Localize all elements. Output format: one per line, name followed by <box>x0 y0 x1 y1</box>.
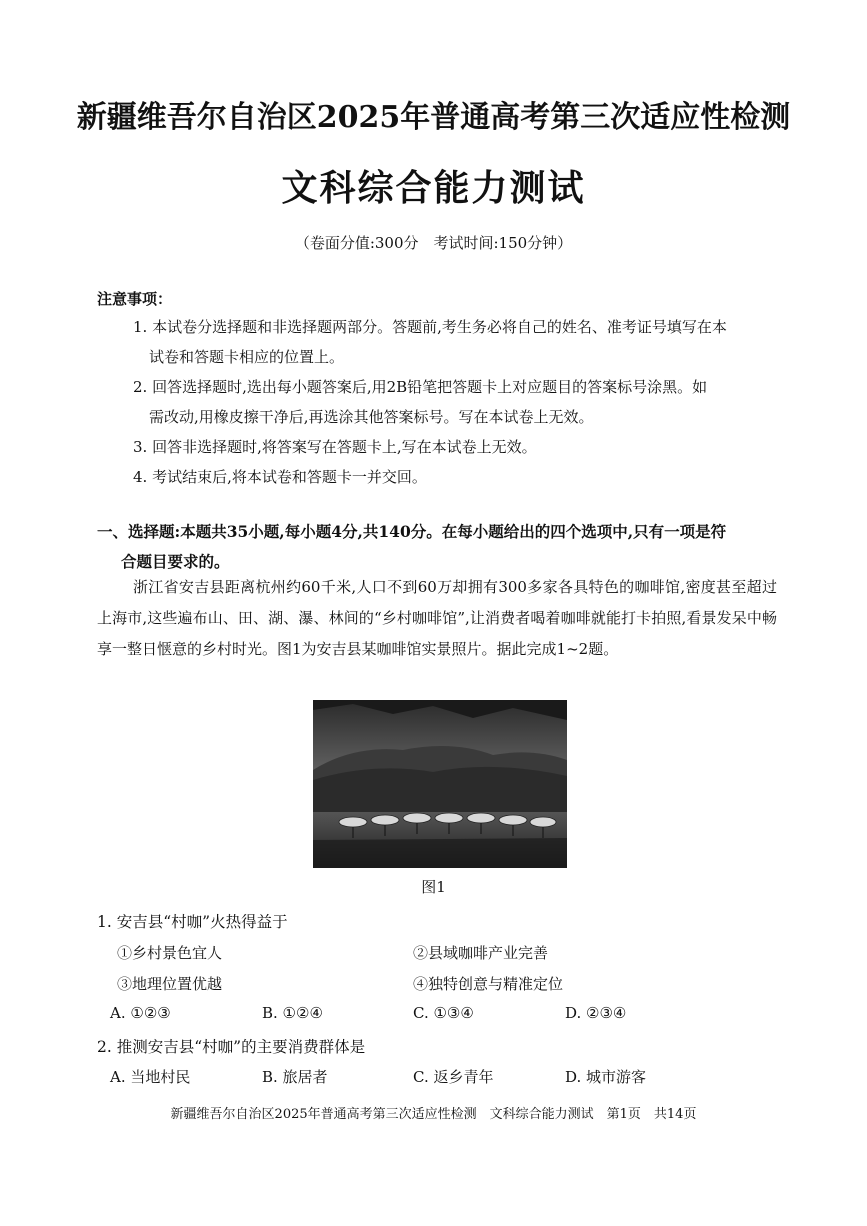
reading-passage: 浙江省安吉县距离杭州约60千米,人口不到60万却拥有300多家各具特色的咖啡馆,密度甚至超过上海市,这些遍布山、田、湖、瀑、林间的“乡村咖啡馆”,让消费者喝着咖啡就能打卡拍照,看景发呆中畅享一整日惬意的乡村时光。图1为安吉县某咖啡馆实景照片。据此完成1~2题。 <box>97 578 777 658</box>
page-footer: 新疆维吾尔自治区2025年普通高考第三次适应性检测 文科综合能力测试 第1页 共14页 <box>170 1107 697 1122</box>
notes-heading: 注意事项： <box>97 290 173 308</box>
statement-1: ①乡村景色宜人 <box>117 944 223 962</box>
note-item: 1. 本试卷分选择题和非选择题两部分。答题前,考生务必将自己的姓名、准考证号填写在本 试卷和答题卡相应的位置上。 <box>133 318 727 366</box>
q2-option-a: A. 当地村民 <box>110 1068 191 1086</box>
figure-caption: 图1 <box>421 878 446 896</box>
score-info: （卷面分值:300分 考试时间:150分钟） <box>294 234 573 252</box>
exam-subject: 文科综合能力测试 <box>281 167 586 209</box>
q2-option-b: B. 旅居者 <box>262 1068 328 1086</box>
question-2-stem: 2. 推测安吉县“村咖”的主要消费群体是 <box>97 1038 366 1056</box>
note-item: 4. 考试结束后,将本试卷和答题卡一并交回。 <box>133 468 427 486</box>
q1-option-c: C. ①③④ <box>413 1004 474 1022</box>
q1-option-b: B. ①②④ <box>262 1004 323 1022</box>
statement-2: ②县域咖啡产业完善 <box>413 944 549 962</box>
section-heading: 一、选择题:本题共35小题,每小题4分,共140分。在每小题给出的四个选项中,只有一项是符 合题目要求的。 <box>97 522 727 571</box>
statement-3: ③地理位置优越 <box>117 975 223 993</box>
notes-list <box>133 312 773 492</box>
exam-title: 新疆维吾尔自治区2025年普通高考第三次适应性检测 <box>76 100 791 135</box>
question-1-stem: 1. 安吉县“村咖”火热得益于 <box>97 913 288 931</box>
note-item: 3. 回答非选择题时,将答案写在答题卡上,写在本试卷上无效。 <box>133 438 537 456</box>
q2-option-c: C. 返乡青年 <box>413 1068 494 1086</box>
cafe-photo <box>313 700 567 868</box>
statement-4: ④独特创意与精准定位 <box>413 975 564 993</box>
q2-option-d: D. 城市游客 <box>565 1068 647 1086</box>
q1-option-d: D. ②③④ <box>565 1004 627 1022</box>
q1-option-a: A. ①②③ <box>110 1004 171 1022</box>
note-item: 2. 回答选择题时,选出每小题答案后,用2B铅笔把答题卡上对应题目的答案标号涂黑。如 需改动,用橡皮擦干净后,再选涂其他答案标号。写在本试卷上无效。 <box>133 378 708 426</box>
